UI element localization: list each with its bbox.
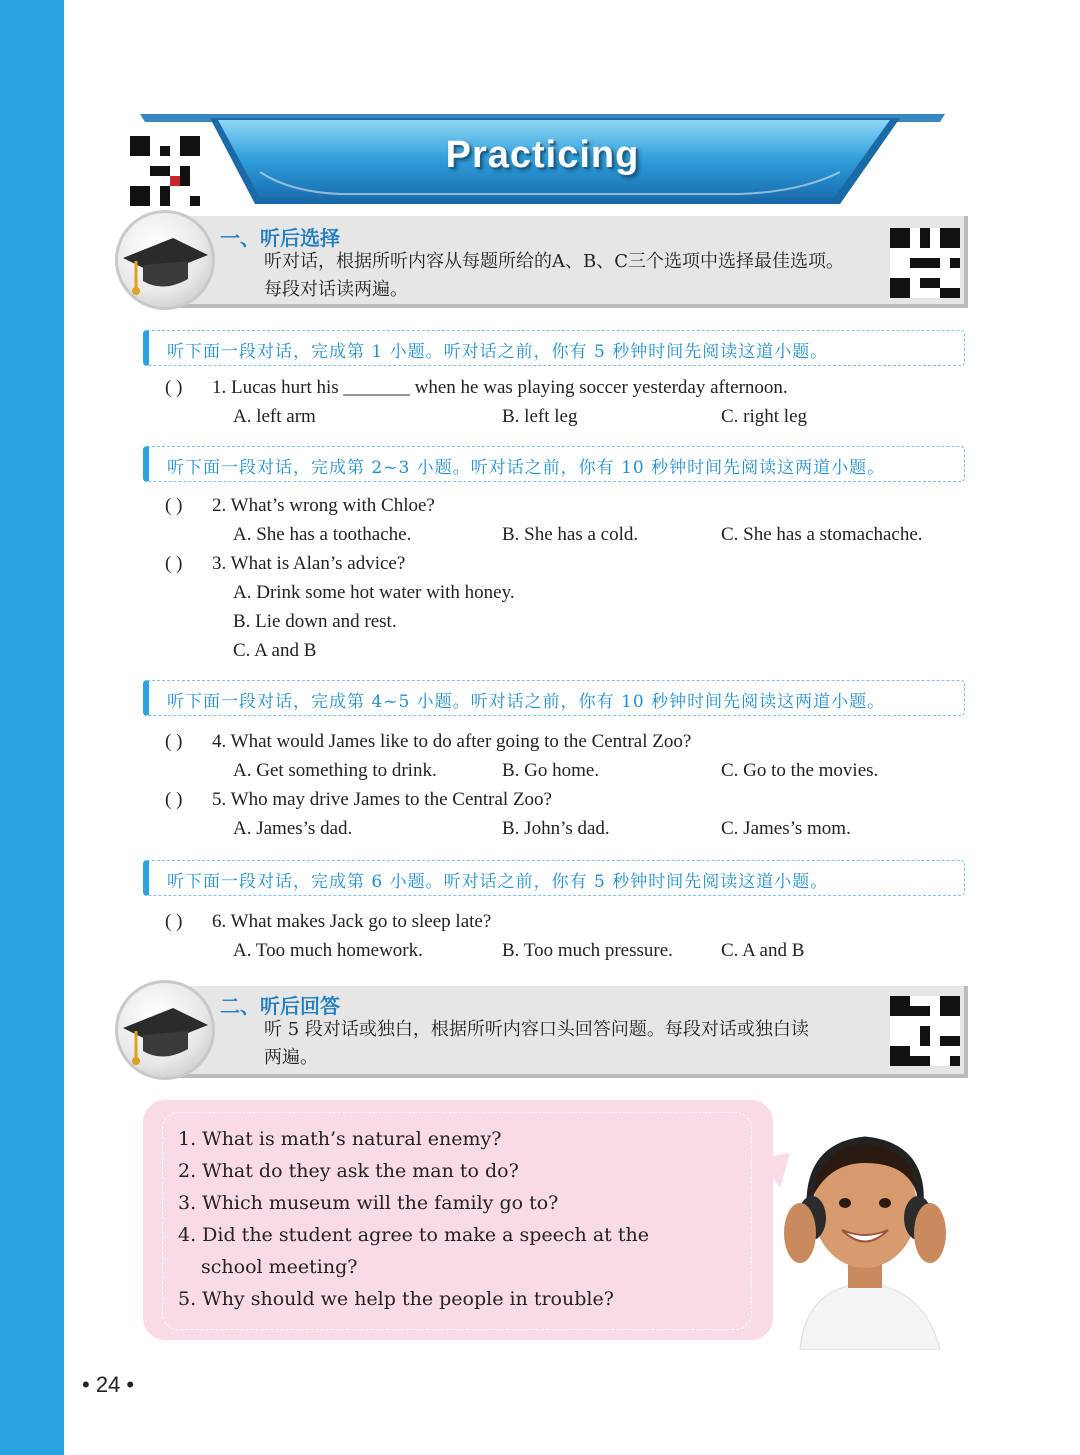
q1-option-b: B. left leg [502,406,578,427]
answer-blank: ( ) [165,553,183,574]
q6-option-c: C. A and B [721,940,805,961]
answer-question-3: 3. Which museum will the family go to? [178,1192,559,1214]
answer-question-5: 5. Why should we help the people in trouble? [178,1288,614,1310]
question-1-stem: 1. Lucas hurt his _______ when he was playing soccer yesterday afternoon. [212,377,788,398]
answer-blank: ( ) [165,789,183,810]
question-2-stem: 2. What’s wrong with Chloe? [212,495,435,516]
q4-option-a: A. Get something to drink. [233,760,437,781]
answer-blank: ( ) [165,495,183,516]
section-desc-2-line2: 两遍。 [264,1047,318,1068]
answer-question-4: 4. Did the student agree to make a speech at the [178,1224,649,1246]
boy-with-headphones-image [760,1118,970,1350]
q5-option-b: B. John’s dad. [502,818,610,839]
q3-option-b: B. Lie down and rest. [233,611,397,632]
answer-blank: ( ) [165,377,183,398]
section-desc-1-line2: 每段对话读两遍。 [264,279,408,300]
question-5-stem: 5. Who may drive James to the Central Zoo? [212,789,552,810]
instruction-text: 听下面一段对话，完成第 2~3 小题。听对话之前，你有 10 秒钟时间先阅读这两道小题。 [167,458,886,478]
section-desc-1-line1: 听对话，根据所听内容从每题所给的A、B、C三个选项中选择最佳选项。 [264,251,844,272]
q2-option-b: B. She has a cold. [502,524,639,545]
page-number: • 24 • [82,1372,135,1397]
answer-blank: ( ) [165,731,183,752]
qr-code-icon [130,136,200,206]
q3-option-a: A. Drink some hot water with honey. [233,582,515,603]
answer-blank: ( ) [165,911,183,932]
q6-option-a: A. Too much homework. [233,940,423,961]
side-color-bar [0,0,64,1455]
answer-question-4-cont: school meeting? [201,1256,358,1278]
instruction-box-3 [143,680,965,716]
question-4-stem: 4. What would James like to do after going to the Central Zoo? [212,731,692,752]
q3-option-c: C. A and B [233,640,317,661]
instruction-box-2 [143,446,965,482]
instruction-text: 听下面一段对话，完成第 4~5 小题。听对话之前，你有 10 秒钟时间先阅读这两道小题。 [167,692,886,712]
q6-option-b: B. Too much pressure. [502,940,673,961]
instruction-text: 听下面一段对话，完成第 1 小题。听对话之前，你有 5 秒钟时间先阅读这道小题。 [167,342,829,362]
answer-question-2: 2. What do they ask the man to do? [178,1160,519,1182]
section-title-1: 一、听后选择 [220,226,340,250]
qr-code-icon [890,996,960,1066]
instruction-box-4 [143,860,965,896]
q1-option-c: C. right leg [721,406,808,427]
qr-code-icon [890,228,960,298]
question-6-stem: 6. What makes Jack go to sleep late? [212,911,492,932]
section-desc-2-line1: 听 5 段对话或独白，根据所听内容口头回答问题。每段对话或独白读 [264,1019,809,1040]
instruction-box-1 [143,330,965,366]
page-title: Practicing [445,134,640,176]
answer-question-1: 1. What is math’s natural enemy? [178,1128,502,1150]
question-3-stem: 3. What is Alan’s advice? [212,553,406,574]
q1-option-a: A. left arm [233,406,316,427]
instruction-text: 听下面一段对话，完成第 6 小题。听对话之前，你有 5 秒钟时间先阅读这道小题。 [167,872,829,892]
q2-option-a: A. She has a toothache. [233,524,412,545]
title-banner [140,112,945,208]
q4-option-c: C. Go to the movies. [721,760,879,781]
q2-option-c: C. She has a stomachache. [721,524,923,545]
q5-option-a: A. James’s dad. [233,818,353,839]
q5-option-c: C. James’s mom. [721,818,851,839]
q4-option-b: B. Go home. [502,760,600,781]
graduation-cap-icon [115,980,215,1080]
graduation-cap-icon [115,210,215,310]
section-title-2: 二、听后回答 [220,994,340,1018]
